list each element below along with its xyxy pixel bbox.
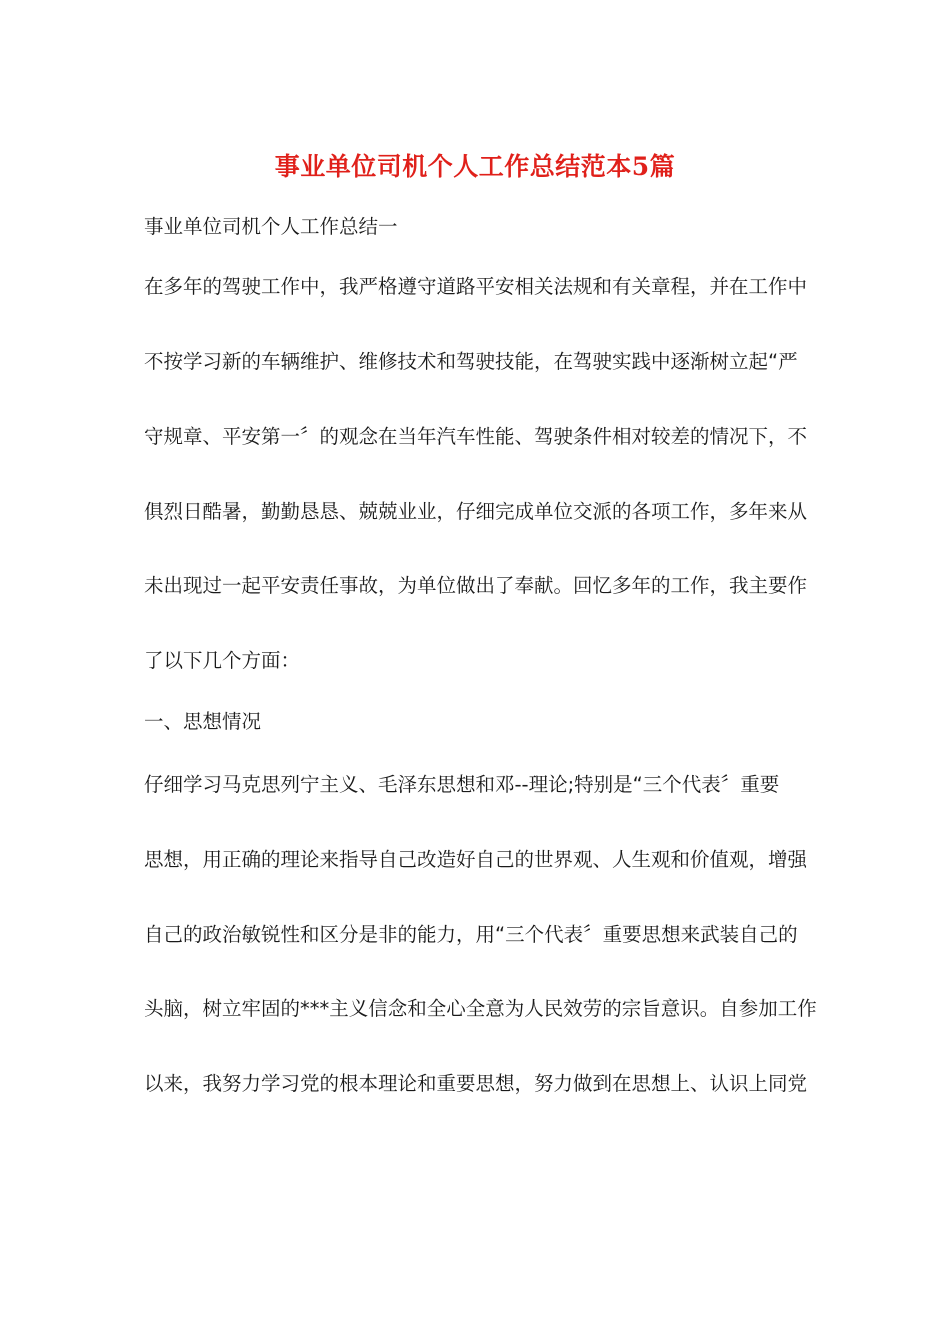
paragraph-line: 了以下几个方面：: [144, 649, 301, 672]
paragraph-line: 以来，我努力学习党的根本理论和重要思想，努力做到在思想上、认识上同党: [144, 1072, 808, 1095]
paragraph-line: 仔细学习马克思列宁主义、毛泽东思想和邓--理论;特别是“三个代表〞重要: [144, 773, 780, 796]
document-title: 事业单位司机个人工作总结范本5篇: [274, 152, 676, 181]
subheading: 一、思想情况: [144, 710, 262, 733]
paragraph-line: 自己的政治敏锐性和区分是非的能力，用“三个代表〞重要思想来武装自己的: [144, 923, 798, 946]
section-heading: 事业单位司机个人工作总结一: [144, 215, 398, 238]
paragraph-line: 头脑，树立牢固的***主义信念和全心全意为人民效劳的宗旨意识。自参加工作: [144, 997, 817, 1020]
paragraph-line: 思想，用正确的理论来指导自己改造好自己的世界观、人生观和价值观，增强: [144, 848, 808, 871]
paragraph-line: 守规章、平安第一〞的观念在当年汽车性能、驾驶条件相对较差的情况下，不: [144, 425, 808, 448]
paragraph-line: 未出现过一起平安责任事故，为单位做出了奉献。回忆多年的工作，我主要作: [144, 574, 808, 597]
paragraph-line: 在多年的驾驶工作中，我严格遵守道路平安相关法规和有关章程，并在工作中: [144, 275, 808, 298]
paragraph-line: 俱烈日酷暑，勤勤恳恳、兢兢业业，仔细完成单位交派的各项工作，多年来从: [144, 500, 808, 523]
paragraph-line: 不按学习新的车辆维护、维修技术和驾驶技能，在驾驶实践中逐渐树立起“严: [144, 350, 798, 373]
